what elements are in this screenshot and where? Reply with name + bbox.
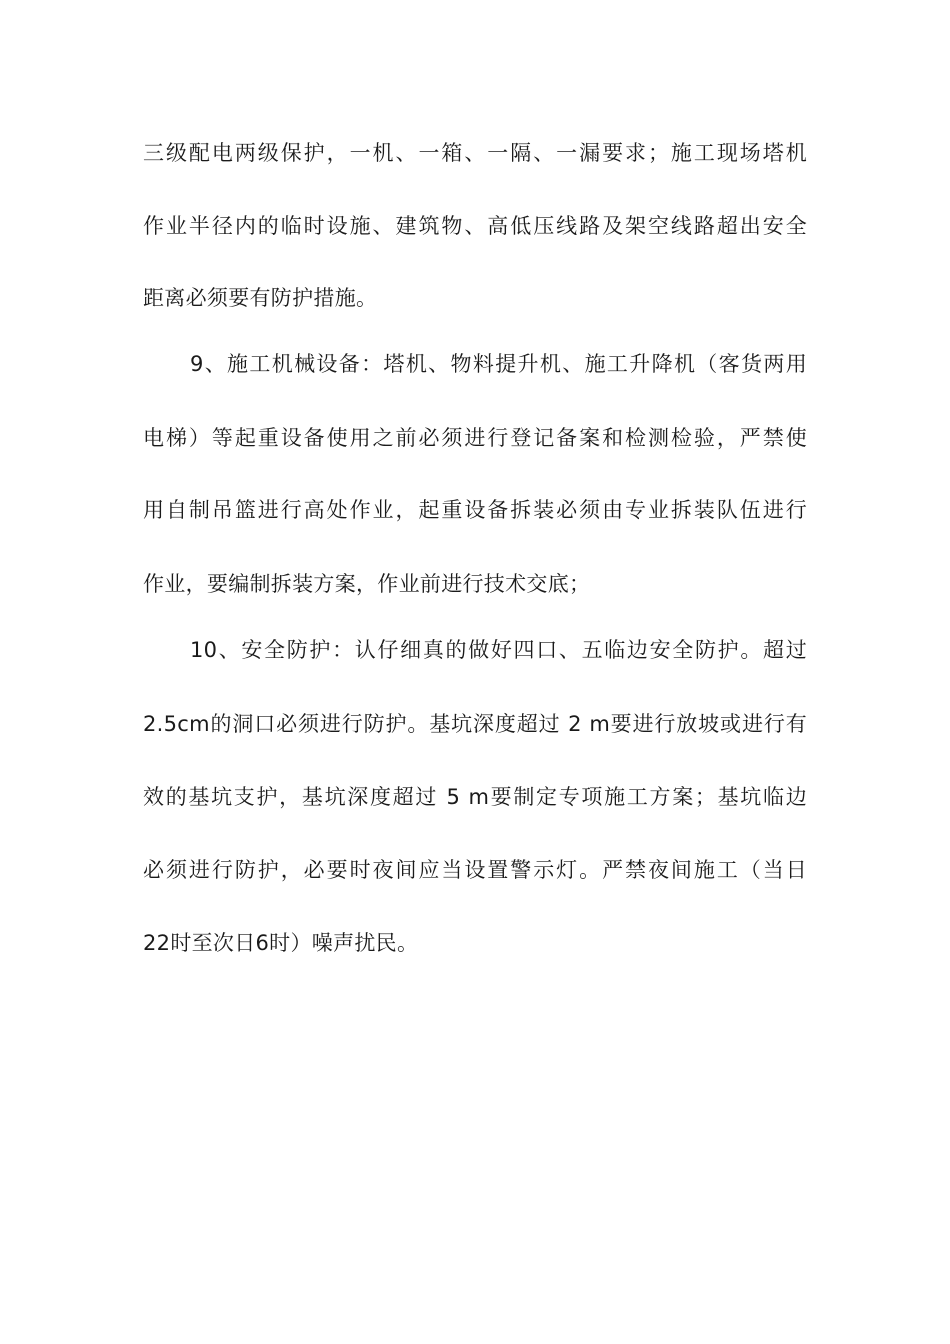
paragraph-line: 必须进行防护，必要时夜间应当设置警示灯。严禁夜间施工（当日 [143,858,807,882]
paragraph-line: 22时至次日6时）噪声扰民。 [143,931,419,955]
paragraph-line: 三级配电两级保护，一机、一箱、一隔、一漏要求；施工现场塔机 [143,141,807,165]
paragraph-line: 作业，要编制拆装方案，作业前进行技术交底； [143,572,591,596]
paragraph-line: 作业半径内的临时设施、建筑物、高低压线路及架空线路超出安全 [143,214,807,238]
paragraph-line: 距离必须要有防护措施。 [143,286,378,310]
paragraph-line: 电梯）等起重设备使用之前必须进行登记备案和检测检验，严禁使 [143,426,807,450]
paragraph-line: 用自制吊篮进行高处作业，起重设备拆装必须由专业拆装队伍进行 [143,498,807,522]
paragraph-line: 2.5cm的洞口必须进行防护。基坑深度超过 2 m要进行放坡或进行有 [143,712,807,736]
paragraph-line-item-9: 9、施工机械设备：塔机、物料提升机、施工升降机（客货两用 [190,352,807,376]
paragraph-line: 效的基坑支护，基坑深度超过 5 m要制定专项施工方案；基坑临边 [143,785,807,809]
paragraph-line-item-10: 10、安全防护：认仔细真的做好四口、五临边安全防护。超过 [190,638,807,662]
